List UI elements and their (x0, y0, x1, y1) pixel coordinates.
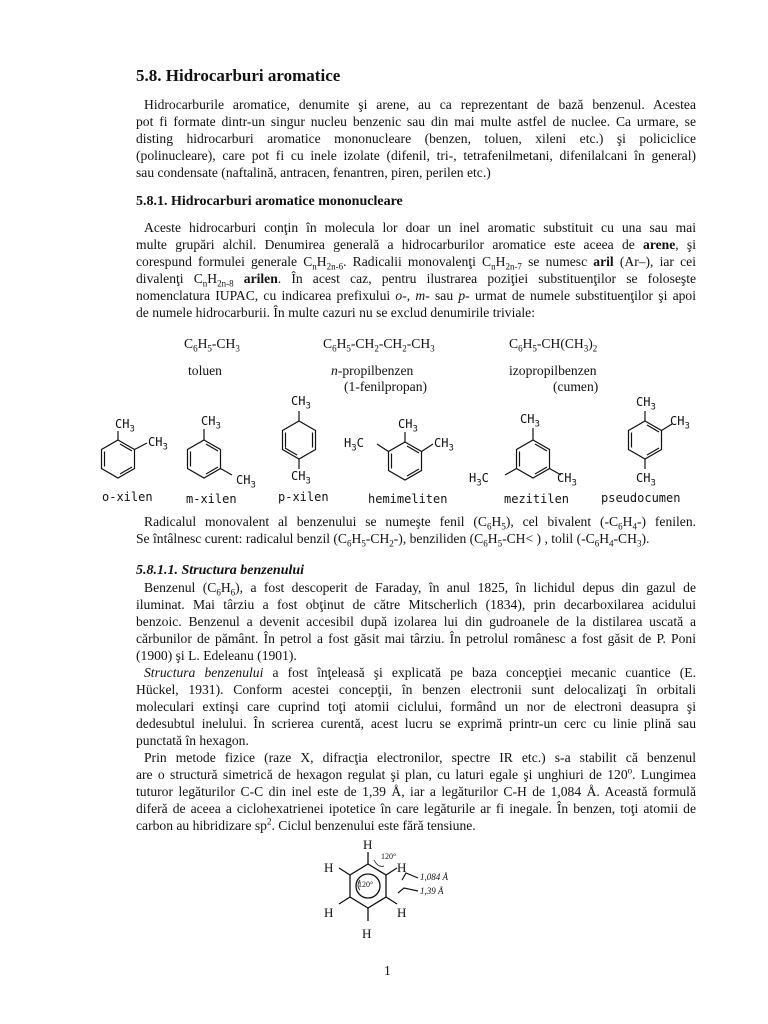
subsection-title: 5.8.1. Hidrocarburi aromatice mononucleare (136, 194, 403, 209)
ch-bond-length-label: 1,084 Å (420, 872, 448, 882)
methyl-label: $CH_3$ (148, 435, 168, 453)
methyl-label: $CH_3$ (201, 414, 221, 432)
text-line: (polinucleare), care pot fi cu inele izolate (difenil, tri-, tetrafenilmetani, difenilalcani în general) (136, 147, 696, 163)
text-line: pot fi formate dintr-un singur nucleu benzenic sau din mai multe astfel de nuclee. Ca urmare, se (136, 113, 696, 129)
text-line: disting hidrocarburi aromatice mononucleare (benzen, toluen, xileni etc.) şi policiclice (136, 130, 696, 146)
toluene-name: toluen (188, 363, 222, 378)
methyl-label: $CH_3$ (434, 436, 454, 454)
propylbenzene-name: n-propilbenzen (331, 363, 414, 378)
mesitylene-name: mezitilen (504, 492, 570, 506)
text-line: moleculari extinşi care cuprind toţi atomii ciclului, formând un nor de electroni deasupra şi (136, 698, 696, 714)
text-line: benzoic. Benzenul a devenit accesibil după izolarea lui din gudroanele de la distilarea uscată a (136, 613, 696, 629)
methyl-label-left: $H_3C$ (344, 436, 364, 454)
text-line: sau condensate (naftalină, antracen, fenantren, piren, perilen etc.) (136, 164, 491, 180)
page-number: 1 (384, 963, 391, 978)
text-line: (1900) şi L. Edeleanu (1901). (136, 647, 297, 663)
text-line: nomenclatura IUPAC, cu indicarea prefixului o-, m- sau p- urmat de numele substituenţilor şi apoi (136, 287, 697, 303)
methyl-label: $CH_3$ (398, 417, 418, 435)
methyl-label: $CH_3$ (520, 412, 540, 430)
propylbenzene-alt-name: (1-fenilpropan) (344, 379, 428, 394)
methyl-label: $CH_3$ (670, 414, 690, 432)
text-line: punctată în hexagon. (136, 732, 249, 748)
text-line: Aceste hidrocarburi conţin în molecula lor doar un inel aromatic substituit cu una sau mai (144, 220, 696, 235)
methyl-label: $CH_3$ (636, 395, 656, 413)
methyl-label: $CH_3$ (115, 417, 135, 435)
text-line: Structura benzenului a fost înţeleasă şi explicată pe baza concepţiei mecanic cuantice (E. (144, 665, 696, 680)
text-line: Benzenul $(C_6H_6)$, a fost descoperit de Faraday, în anul 1825, în lichidul depus din gazul de (144, 580, 696, 598)
m-xylene-name: m-xilen (186, 492, 237, 506)
h-atom-label: H (397, 860, 407, 875)
text-line: de numele hidrocarburii. În multe cazuri nu se exclud denumirile triviale: (136, 304, 535, 320)
text-line: are o structură simetrică de hexagon regulat şi plan, cu laturi egale şi unghiuri de 120$^o$. Lungimea (136, 765, 696, 782)
methyl-label: $CH_3$ (291, 394, 311, 412)
section-title: 5.8. Hidrocarburi aromatice (136, 66, 341, 85)
text-line: carbon au hibridizare $sp^2$. Ciclul benzenului este fără tensiune. (136, 816, 476, 833)
isopropylbenzene-formula: $C_6H_5-CH(CH_3)_2$ (509, 336, 598, 354)
ccc-angle-label: 120° (358, 880, 374, 889)
methyl-label: $CH_3$ (236, 473, 256, 491)
methyl-label: $CH_3$ (636, 471, 656, 489)
text-line: Hidrocarburile aromatice, denumite şi arene, au ca reprezentant de bază benzenul. Acestea (144, 97, 696, 112)
methyl-label: $CH_3$ (291, 469, 311, 487)
methyl-label-left: $H_3C$ (469, 471, 489, 489)
h-atom-label: H (363, 837, 373, 852)
cc-bond-length-label: 1,39 Å (420, 886, 444, 896)
hemimellitene-name: hemimeliten (368, 492, 448, 506)
text-line: Hückel, 1931). Conform acestei concepţii, în benzen electronii sunt delocalizaţi în orbitali (136, 681, 696, 697)
text-line: Radicalul monovalent al benzenului se numeşte fenil $(C_6H_5)$, cel bivalent $(-C_6H_4-)$ fenilen. (144, 514, 697, 532)
cumene-name: (cumen) (553, 379, 599, 394)
p-xylene-name: p-xilen (278, 490, 329, 504)
text-line: cărbunilor de pământ. În petrol a fost găsit mai târziu. În petrolul românesc a fost găsit de P. Poni (136, 630, 696, 646)
text-line: corespund formulei generale $C_nH_{2n-6}$. Radicalii monovalenţi $C_nH_{2n-7}$ se numesc aril (Ar–), iar cei (136, 253, 696, 272)
text-line: divalenţi $C_nH_{2n-8}$ arilen. În acest caz, pentru ilustrarea poziţiei substituenţilor se foloseşte (136, 270, 697, 289)
propylbenzene-formula: $C_6H_5-CH_2-CH_2-CH_3$ (323, 336, 435, 354)
toluene-formula: $C_6H_5-CH_3$ (184, 336, 240, 354)
isopropylbenzene-name: izopropilbenzen (509, 363, 597, 378)
text-line: tuturor legăturilor C-C din inel este de 1,39 Å, iar a legăturilor C-H de 1,084 Å. Această formulă (136, 783, 696, 799)
text-line: iluminat. Mai târziu a fost obţinut de către Mitscherlich (1834), prin decarboxilarea acidului (136, 596, 696, 612)
text-line: Se întâlnesc curent: radicalul benzil $(C_6H_5-CH_2-)$, benziliden ($C_6H_5-CH<$ ) , tolil $(-C_6H_4-CH_3)$. (136, 530, 650, 549)
text-line: multe grupări alchil. Denumirea generală a hidrocarburilor aromatice este aceea de arene, şi (136, 236, 696, 252)
h-atom-label: H (324, 905, 334, 920)
pseudocumene-name: pseudocumen (601, 491, 681, 505)
methyl-label: $CH_3$ (557, 471, 577, 489)
h-atom-label: H (397, 905, 407, 920)
text-line: Prin metode fizice (raze X, difracţia electronilor, spectre IR etc.) s-a stabilit că benzenul (144, 750, 696, 765)
hch-angle-label: 120° (381, 852, 397, 861)
h-atom-label: H (324, 860, 334, 875)
arrow-cc-bond (398, 888, 418, 893)
text-line: dedesubtul inelului. În scrierea curentă, acest lucru se exprimă printr-un cerc cu linie plină sau (136, 715, 696, 731)
h-atom-label: H (362, 926, 372, 941)
text-line: diferă de aceea a ciclohexatrienei ipotetice în care legăturile ar fi inegale. În benzen, toţi atomii de (136, 800, 696, 816)
o-xylene-name: o-xilen (102, 490, 153, 504)
structure-subsection-title: 5.8.1.1. Structura benzenului (136, 563, 305, 578)
